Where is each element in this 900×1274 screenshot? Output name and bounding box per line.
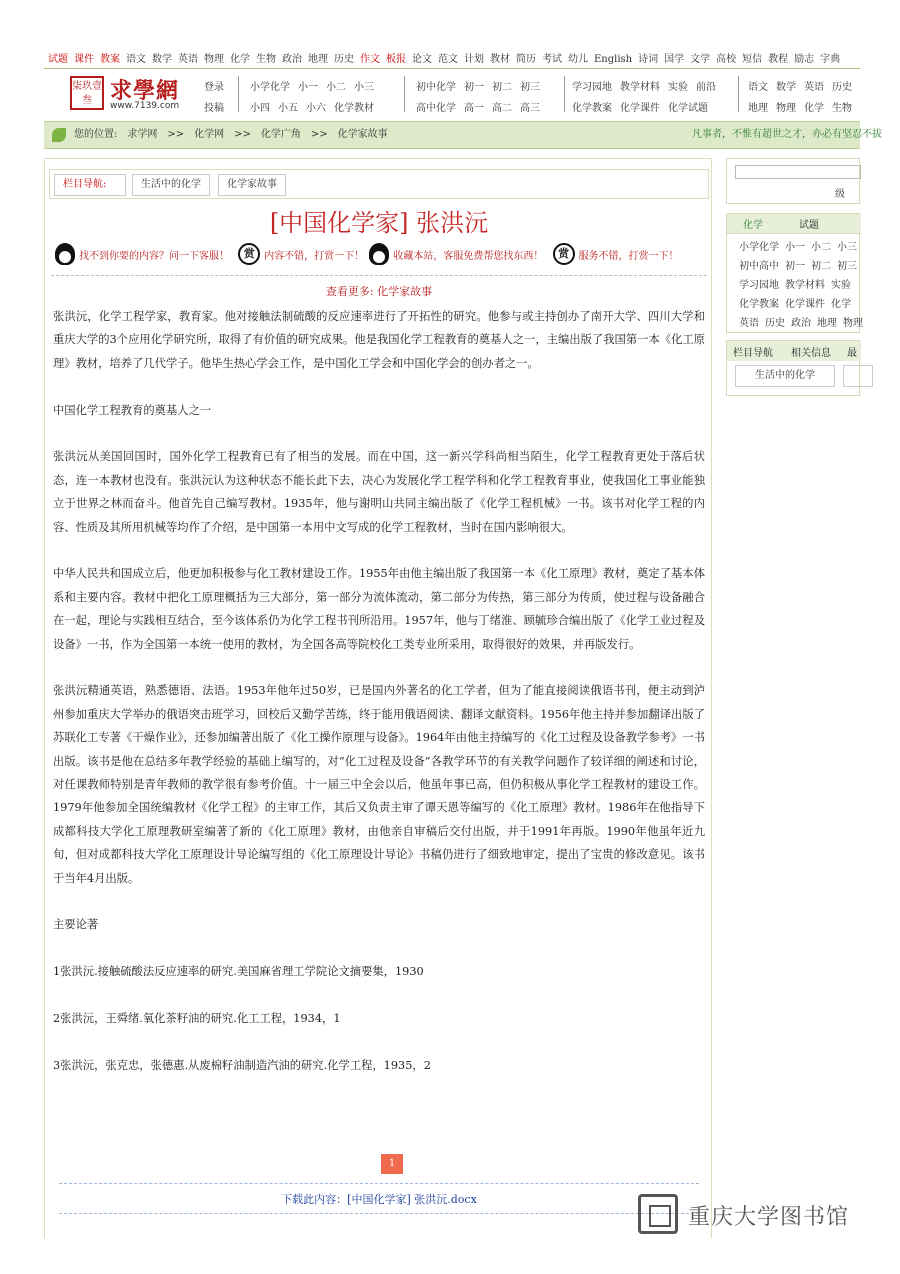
promo-row xyxy=(55,243,705,271)
secondary-row-1 xyxy=(416,77,548,98)
reference-item: 1张洪沅.接触硫酸法反应速率的研究.美国麻省理工学院论文摘要集，1930 xyxy=(53,965,424,979)
top-nav xyxy=(48,50,860,66)
submit-link[interactable]: 投稿 xyxy=(204,103,224,114)
breadcrumb-item[interactable]: 化学家故事 xyxy=(337,129,388,140)
header-link[interactable]: 高二 xyxy=(492,103,512,114)
sidebar-link[interactable]: 化学课件 xyxy=(785,299,825,310)
library-seal-icon xyxy=(638,1194,678,1234)
header-link[interactable]: 化学教材 xyxy=(334,103,374,114)
ad-reward-content[interactable]: 内容不错，打赏一下！ xyxy=(264,250,365,262)
sidebar-level-label: 级 xyxy=(835,189,845,200)
sidebar-link-row xyxy=(739,257,869,276)
divider xyxy=(51,275,707,276)
sidebar-link[interactable]: 初三 xyxy=(837,261,857,272)
sidebar-link[interactable]: 学习园地 xyxy=(739,280,779,291)
header-link[interactable]: 初中化学 xyxy=(416,82,456,93)
sidebar-links xyxy=(739,238,869,333)
top-nav-item[interactable]: 幼儿 xyxy=(568,54,588,65)
page-title: [中国化学家] 张洪沅 xyxy=(269,209,489,237)
sidebar-link-row xyxy=(739,238,869,257)
ad-reward-service[interactable]: 服务不错，打赏一下！ xyxy=(578,250,679,262)
site-logo[interactable] xyxy=(70,76,186,112)
top-nav-item[interactable]: 历史 xyxy=(334,54,354,65)
qq-penguin-icon[interactable] xyxy=(55,243,75,265)
sidebar-link[interactable]: 教学材料 xyxy=(785,280,825,291)
top-nav-item[interactable]: 英语 xyxy=(178,54,198,65)
header-separator xyxy=(404,76,405,112)
top-nav-item[interactable]: 物理 xyxy=(204,54,224,65)
top-nav-item[interactable]: 文学 xyxy=(690,54,711,65)
leaf-icon xyxy=(52,128,66,142)
column-nav-item-chemist-stories[interactable]: 化学家故事 xyxy=(218,174,286,196)
reward-coin-icon[interactable]: 赏 xyxy=(553,243,575,265)
account-links xyxy=(204,77,232,119)
header-link[interactable]: 化学课件 xyxy=(620,103,660,114)
sidebar-link[interactable]: 物理 xyxy=(843,318,863,329)
ad-ask-service[interactable]: 找不到你要的内容？问一下客服！ xyxy=(79,250,229,262)
sidebar-nav-life-chemistry[interactable]: 生活中的化学 xyxy=(735,365,835,387)
tab-latest[interactable]: 最 xyxy=(847,348,857,359)
header-link[interactable]: 学习园地 xyxy=(572,82,612,93)
breadcrumb-item[interactable]: 化学网 xyxy=(194,129,225,140)
top-nav-item[interactable]: 化学 xyxy=(230,54,250,65)
top-nav-item[interactable]: 试题 xyxy=(48,54,68,65)
top-nav-item[interactable]: 生物 xyxy=(256,54,276,65)
breadcrumb-separator: >> xyxy=(310,129,328,140)
top-nav-item[interactable]: 范文 xyxy=(438,54,458,65)
header-link[interactable]: 小六 xyxy=(306,103,326,114)
top-nav-item[interactable]: 数学 xyxy=(152,54,172,65)
login-link[interactable]: 登录 xyxy=(204,82,224,93)
top-nav-item[interactable]: 语文 xyxy=(126,54,146,65)
breadcrumb-item[interactable]: 化学广角 xyxy=(260,129,301,140)
sidebar-nav-more[interactable] xyxy=(843,365,873,387)
breadcrumb xyxy=(74,122,408,148)
top-nav-item[interactable]: English xyxy=(594,54,633,65)
sidebar-link[interactable]: 政治 xyxy=(791,318,811,329)
ad-bookmark-site[interactable]: 收藏本站，客服免费帮您找东西！ xyxy=(393,250,544,262)
top-nav-item[interactable]: 简历 xyxy=(516,54,536,65)
sidebar-search-input[interactable] xyxy=(735,165,861,179)
top-nav-item[interactable]: 考试 xyxy=(542,54,562,65)
top-nav-item[interactable]: 高校 xyxy=(716,54,737,65)
top-nav-item[interactable]: 作文 xyxy=(360,54,380,65)
header-link[interactable]: 小四 xyxy=(250,103,270,114)
qq-penguin-icon[interactable] xyxy=(369,243,389,265)
main-content xyxy=(44,158,712,1238)
header-separator xyxy=(738,76,739,112)
primary-row-2 xyxy=(250,98,382,119)
library-watermark xyxy=(638,1192,860,1236)
subject-links xyxy=(748,77,860,119)
header-link[interactable]: 实验 xyxy=(668,82,688,93)
article-paragraph: 张洪沅，化学工程学家，教育家。他对接触法制硫酸的反应速率进行了开拓性的研究。他参与或主持创办了南开大学、四川大学和重庆大学的3个应用化学研究所，取得了有价值的研究成果。他是我国化学工程教育的奠基人之一，主编出版了我国第一本《化工原理》教材，培养了几代学子。他毕生热心学会工作，是中国化工学会和中国化学会的创办者之一。 xyxy=(53,310,705,370)
article-paragraph: 张洪沅精通英语，熟悉德语、法语。1953年他年过50岁，已是国内外著名的化工学者，但为了能直接阅读俄语书刊，便主动到泸州参加重庆大学举办的俄语突击班学习，回校后又勤学苦练，终于能用俄语阅读、翻译文献资料。1956年他主持并参加翻译出版了苏联化工专著《干燥作业》，还参加编著出版了《化工操作原理与设备》。1964年由他主持编写的《化工过程及设备教学参考》一书出版。该书是他在总结多年教学经验的基础上编写的，对“化工过程及设备”各教学环节的有关教学问题作了较详细的阐述和讨论，对任课教师特别是青年教师的教学很有参考价值。十一届三中全会以后，他虽年事已高，但仍积极从事化学工程教材的建设工作。1979年他参加全国统编教材《化学工程》的主审工作，其后又负责主审了谭天恩等编写的《化工原理》教材。1986年在他指导下成都科技大学化工原理教研室编著了新的《化工原理》教材，由他亲自审稿后交付出版，并于1991年再版。1990年他虽年近九旬，但对成都科技大学化工原理设计导论编写组的《化工原理设计导论》书稿仍进行了细致地审定，提出了宝贵的修改意见。该书于当年4月出版。 xyxy=(53,684,705,885)
sidebar-link[interactable]: 地理 xyxy=(817,318,837,329)
primary-links xyxy=(250,77,382,119)
header-link[interactable]: 小二 xyxy=(326,82,346,93)
subject-row-2 xyxy=(748,98,860,119)
download-link[interactable]: 下载此内容：[中国化学家] 张洪沅.docx xyxy=(281,1193,477,1206)
subject-row-1 xyxy=(748,77,860,98)
article-subheading: 中国化学工程教育的奠基人之一 xyxy=(53,403,212,417)
column-nav xyxy=(49,169,709,199)
breadcrumb-separator: >> xyxy=(234,129,251,140)
header-link[interactable]: 语文 xyxy=(748,82,768,93)
sidebar-nav-tabs xyxy=(727,341,861,361)
top-nav-item[interactable]: 短信 xyxy=(742,54,763,65)
sidebar-link[interactable]: 初一 xyxy=(785,261,805,272)
sidebar-link[interactable]: 历史 xyxy=(765,318,785,329)
tab-related-info[interactable]: 相关信息 xyxy=(791,348,831,359)
sidebar-link-row xyxy=(739,314,869,333)
top-nav-item[interactable]: 励志 xyxy=(794,54,815,65)
header-link[interactable]: 物理 xyxy=(776,103,796,114)
sidebar-link-row xyxy=(739,276,869,295)
primary-row-1 xyxy=(250,77,382,98)
sidebar-link[interactable]: 初二 xyxy=(811,261,831,272)
reference-item: 2张洪沅，王舜绪.氧化茶籽油的研究.化工工程，1934，1 xyxy=(53,1012,341,1026)
header-link[interactable]: 小一 xyxy=(298,82,318,93)
resource-links xyxy=(572,77,724,119)
divider xyxy=(59,1213,699,1214)
tab-column-nav[interactable]: 栏目导航 xyxy=(733,348,773,359)
sidebar-link[interactable]: 实验 xyxy=(831,280,851,291)
reward-coin-icon[interactable]: 赏 xyxy=(238,243,260,265)
page-1-button[interactable]: 1 xyxy=(381,1154,403,1174)
article-paragraph: 中华人民共和国成立后，他更加积极参与化工教材建设工作。1955年由他主编出版了我国第一本《化工原理》教材，奠定了基本体系和主要内容。教材中把化工原理概括为三大部分，第一部分为流体流动，第二部分为传热，第三部分为传质，使过程与设备融合在一起，理论与实践相互结合，至今该体系仍为化学工程书刊所沿用。1957年，他与丁绪淮、顾毓珍合编出版了《化学工业过程及设备》一书，作为全国第一本统一使用的教材，为全国各高等院校化工类专业所采用，取得很好的效果，并再版发行。 xyxy=(53,567,705,651)
top-nav-item[interactable]: 国学 xyxy=(664,54,685,65)
sidebar-column-nav xyxy=(726,340,860,396)
sidebar-search xyxy=(726,158,860,204)
article-paragraph: 张洪沅从美国回国时，国外化学工程教育已有了相当的发展。而在中国，这一新兴学科尚相当陌生，化学工程教育更处于落后状态，连一本教材也没有。张洪沅认为这种状态不能长此下去，决心为发展化学工程学科和化学工程教育事业，使我国化工事业能独立于世界之林而奋斗。他首先自己编写教材。1935年，他与谢明山共同主编出版了《化学工程机械》一书。该书对化学工程的内容、性质及其所用机械等均作了介绍，是中国第一本用中文写成的化学工程教材，当时在国内影响很大。 xyxy=(53,450,705,534)
see-more-label: 查看更多: xyxy=(325,285,374,298)
top-nav-item[interactable]: 字典 xyxy=(820,54,841,65)
breadcrumb-label: 您的位置: xyxy=(74,129,118,140)
header-separator xyxy=(238,76,239,112)
header-link[interactable]: 数学 xyxy=(776,82,796,93)
article-subheading: 主要论著 xyxy=(53,918,99,932)
header-link[interactable]: 教学材料 xyxy=(620,82,660,93)
top-nav-item[interactable]: 教案 xyxy=(100,54,120,65)
header-link[interactable]: 历史 xyxy=(832,82,852,93)
see-more-link[interactable]: 化学家故事 xyxy=(377,285,433,298)
header-link[interactable]: 小五 xyxy=(278,103,298,114)
header-link[interactable]: 高一 xyxy=(464,103,484,114)
header-link[interactable]: 化学 xyxy=(804,103,824,114)
location-bar xyxy=(44,121,882,149)
site-motto: 凡事者，不惟有超世之才，亦必有坚忍不拔 xyxy=(692,129,882,140)
top-nav-item[interactable]: 地理 xyxy=(308,54,328,65)
header-link[interactable]: 高三 xyxy=(520,103,540,114)
top-nav-item[interactable]: 课件 xyxy=(74,54,94,65)
sidebar-link[interactable]: 小一 xyxy=(785,242,805,253)
top-nav-item[interactable]: 教材 xyxy=(490,54,510,65)
resource-row-2 xyxy=(572,98,724,119)
top-nav-item[interactable]: 板报 xyxy=(386,54,406,65)
article-body xyxy=(53,305,705,1077)
resource-row-1 xyxy=(572,77,724,98)
column-nav-label: 栏目导航: xyxy=(54,174,126,196)
breadcrumb-item[interactable]: 求学网 xyxy=(127,129,158,140)
header-link[interactable]: 地理 xyxy=(748,103,768,114)
header-link[interactable]: 初一 xyxy=(464,82,484,93)
top-nav-item[interactable]: 计划 xyxy=(464,54,484,65)
sidebar-link[interactable]: 小二 xyxy=(811,242,831,253)
header-link[interactable]: 高中化学 xyxy=(416,103,456,114)
sidebar-link[interactable]: 化学 xyxy=(831,299,851,310)
header-link[interactable]: 小学化学 xyxy=(250,82,290,93)
column-nav-item-life-chemistry[interactable]: 生活中的化学 xyxy=(132,174,210,196)
sidebar-tabs xyxy=(727,214,861,234)
header-link[interactable]: 初三 xyxy=(520,82,540,93)
header-link[interactable]: 化学教案 xyxy=(572,103,612,114)
header-link[interactable]: 生物 xyxy=(832,103,852,114)
top-nav-item[interactable]: 论文 xyxy=(412,54,432,65)
see-more xyxy=(45,283,713,299)
header-link[interactable]: 化学试题 xyxy=(668,103,708,114)
logo-url: www.7139.com xyxy=(110,101,180,111)
sidebar-subject-panel xyxy=(726,213,863,333)
watermark-text: 重庆大学图书馆 xyxy=(688,1205,850,1230)
top-nav-item[interactable]: 教程 xyxy=(768,54,789,65)
sidebar-link-row xyxy=(739,295,869,314)
sidebar-link[interactable]: 化学教案 xyxy=(739,299,779,310)
top-nav-item[interactable]: 诗词 xyxy=(638,54,659,65)
tab-chemistry[interactable]: 化学 xyxy=(743,220,763,231)
sidebar-link[interactable]: 小学化学 xyxy=(739,242,779,253)
divider xyxy=(59,1183,699,1184)
header-link[interactable]: 小三 xyxy=(354,82,374,93)
logo-name: 求學網 xyxy=(110,78,180,104)
logo-seal: 柒玖壹叁 xyxy=(70,76,104,110)
breadcrumb-separator: >> xyxy=(167,129,185,140)
secondary-row-2 xyxy=(416,98,548,119)
top-nav-item[interactable]: 政治 xyxy=(282,54,302,65)
header-link[interactable]: 初二 xyxy=(492,82,512,93)
header-link[interactable]: 前沿 xyxy=(696,82,716,93)
header-separator xyxy=(564,76,565,112)
sidebar-link[interactable]: 初中高中 xyxy=(739,261,779,272)
reference-item: 3张洪沅，张克忠，张德惠.从废棉籽油制造汽油的研究.化学工程，1935，2 xyxy=(53,1058,431,1072)
sidebar-link[interactable]: 小三 xyxy=(837,242,857,253)
header-link[interactable]: 英语 xyxy=(804,82,824,93)
tab-exams[interactable]: 试题 xyxy=(799,220,819,231)
header-divider xyxy=(44,68,860,69)
sidebar-link[interactable]: 英语 xyxy=(739,318,759,329)
secondary-links xyxy=(416,77,548,119)
